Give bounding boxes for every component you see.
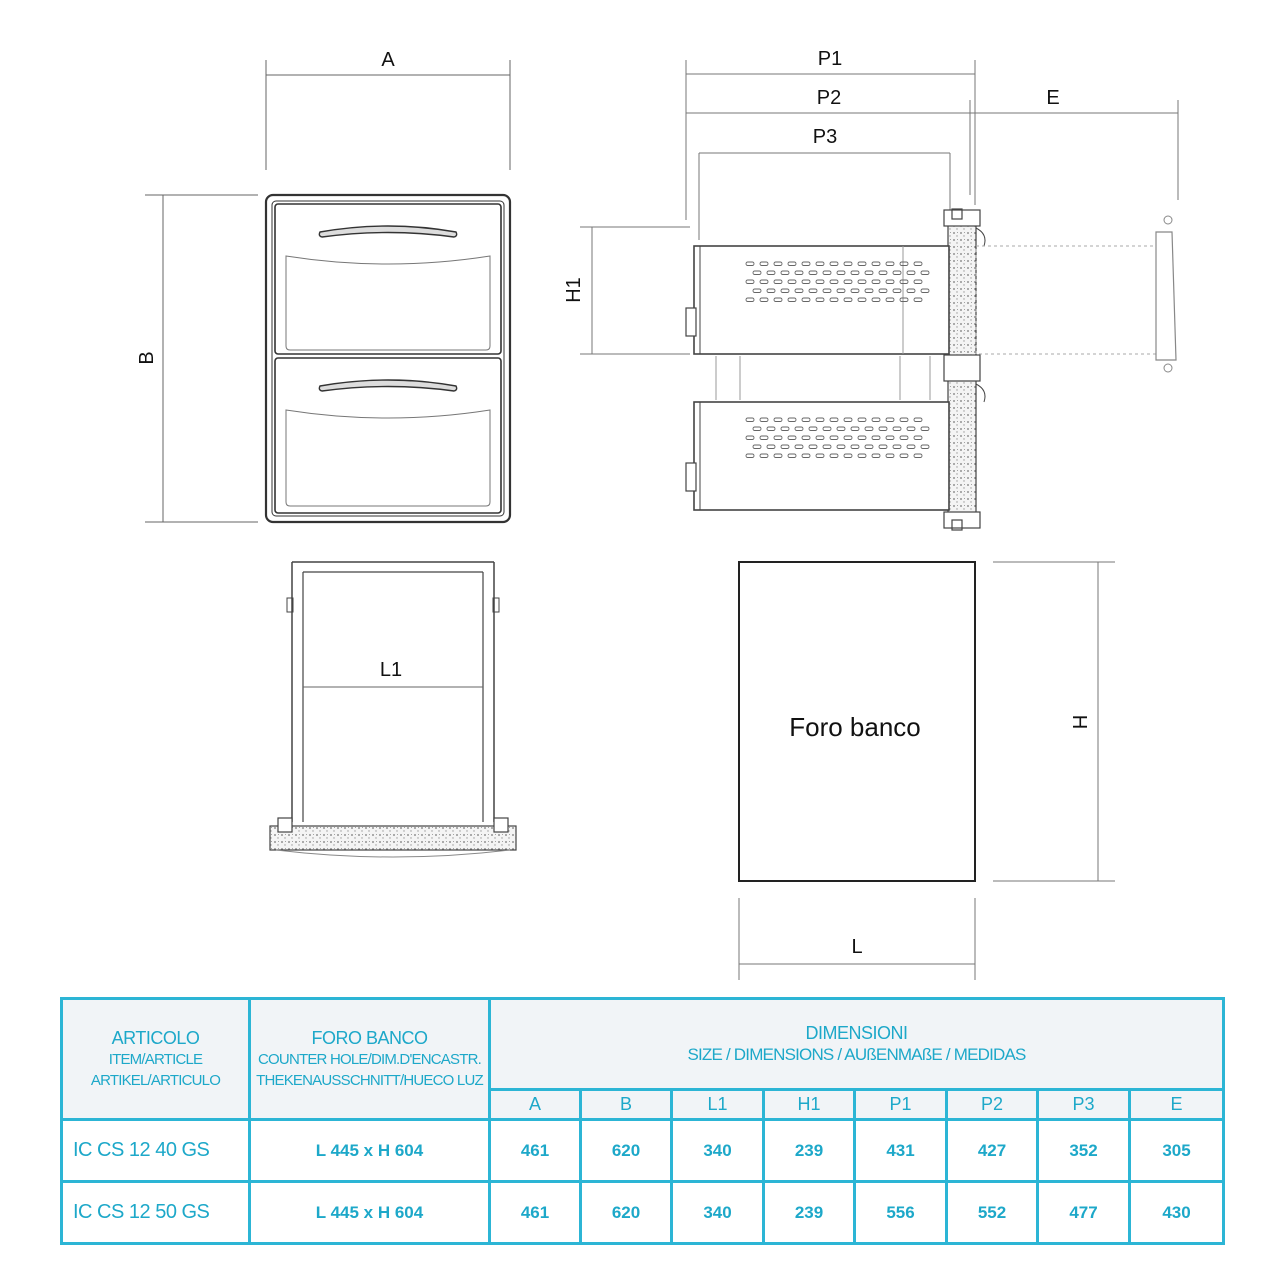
label-p1: P1 — [817, 48, 843, 70]
value-cell: 556 — [855, 1182, 947, 1244]
value-cell: 620 — [581, 1120, 672, 1182]
value-cell: 461 — [490, 1182, 581, 1244]
dims-header — [490, 999, 1224, 1090]
spec-table — [60, 997, 1225, 1245]
value-cell: 477 — [1038, 1182, 1130, 1244]
front-view — [145, 60, 510, 522]
value-cell: 461 — [490, 1120, 581, 1182]
hole-size: L 445 x H 604 — [250, 1182, 490, 1244]
dims-header-title: DIMENSIONI — [805, 1023, 908, 1043]
col-header: L1 — [672, 1090, 764, 1120]
col-header: P2 — [947, 1090, 1038, 1120]
table-row — [62, 1182, 1224, 1244]
cutout-view — [739, 562, 1115, 980]
label-b: B — [136, 351, 158, 365]
item-header — [62, 999, 250, 1120]
item-code: IC CS 12 40 GS — [62, 1120, 250, 1182]
col-header: H1 — [764, 1090, 855, 1120]
item-header-line: ITEM/ARTICLE — [108, 1050, 203, 1068]
value-cell: 305 — [1130, 1120, 1224, 1182]
value-cell: 340 — [672, 1120, 764, 1182]
value-cell: 430 — [1130, 1182, 1224, 1244]
value-cell: 552 — [947, 1182, 1038, 1244]
value-cell: 427 — [947, 1120, 1038, 1182]
label-l: L — [851, 936, 863, 958]
value-cell: 340 — [672, 1182, 764, 1244]
item-code: IC CS 12 50 GS — [62, 1182, 250, 1244]
value-cell: 620 — [581, 1182, 672, 1244]
hole-header-line: COUNTER HOLE/DIM.D'ENCASTR. — [258, 1050, 481, 1068]
label-h1: H1 — [563, 277, 585, 303]
cutout-label: Foro banco — [789, 712, 921, 742]
value-cell: 239 — [764, 1182, 855, 1244]
table-row — [62, 1120, 1224, 1182]
hole-header-title: FORO BANCO — [311, 1027, 428, 1048]
label-a: A — [381, 49, 395, 71]
item-header-line: ARTIKEL/ARTICULO — [90, 1071, 221, 1089]
hole-header-line: THEKENAUSSCHNITT/HUECO LUZ — [256, 1071, 483, 1089]
col-header: E — [1130, 1090, 1224, 1120]
label-p2: P2 — [816, 87, 842, 109]
hole-size: L 445 x H 604 — [250, 1120, 490, 1182]
value-cell: 431 — [855, 1120, 947, 1182]
col-header: P3 — [1038, 1090, 1130, 1120]
top-view — [270, 562, 516, 857]
label-p3: P3 — [812, 126, 838, 148]
side-view — [580, 60, 1178, 530]
col-header: B — [581, 1090, 672, 1120]
label-l1: L1 — [379, 659, 403, 681]
label-h: H — [1068, 714, 1090, 730]
item-header-title: ARTICOLO — [111, 1027, 200, 1048]
value-cell: 352 — [1038, 1120, 1130, 1182]
col-header: P1 — [855, 1090, 947, 1120]
hole-header — [250, 999, 490, 1120]
value-cell: 239 — [764, 1120, 855, 1182]
dims-header-subtitle: SIZE / DIMENSIONS / AUßENMAßE / MEDIDAS — [687, 1045, 1026, 1064]
label-e: E — [1046, 87, 1060, 109]
col-header: A — [490, 1090, 581, 1120]
